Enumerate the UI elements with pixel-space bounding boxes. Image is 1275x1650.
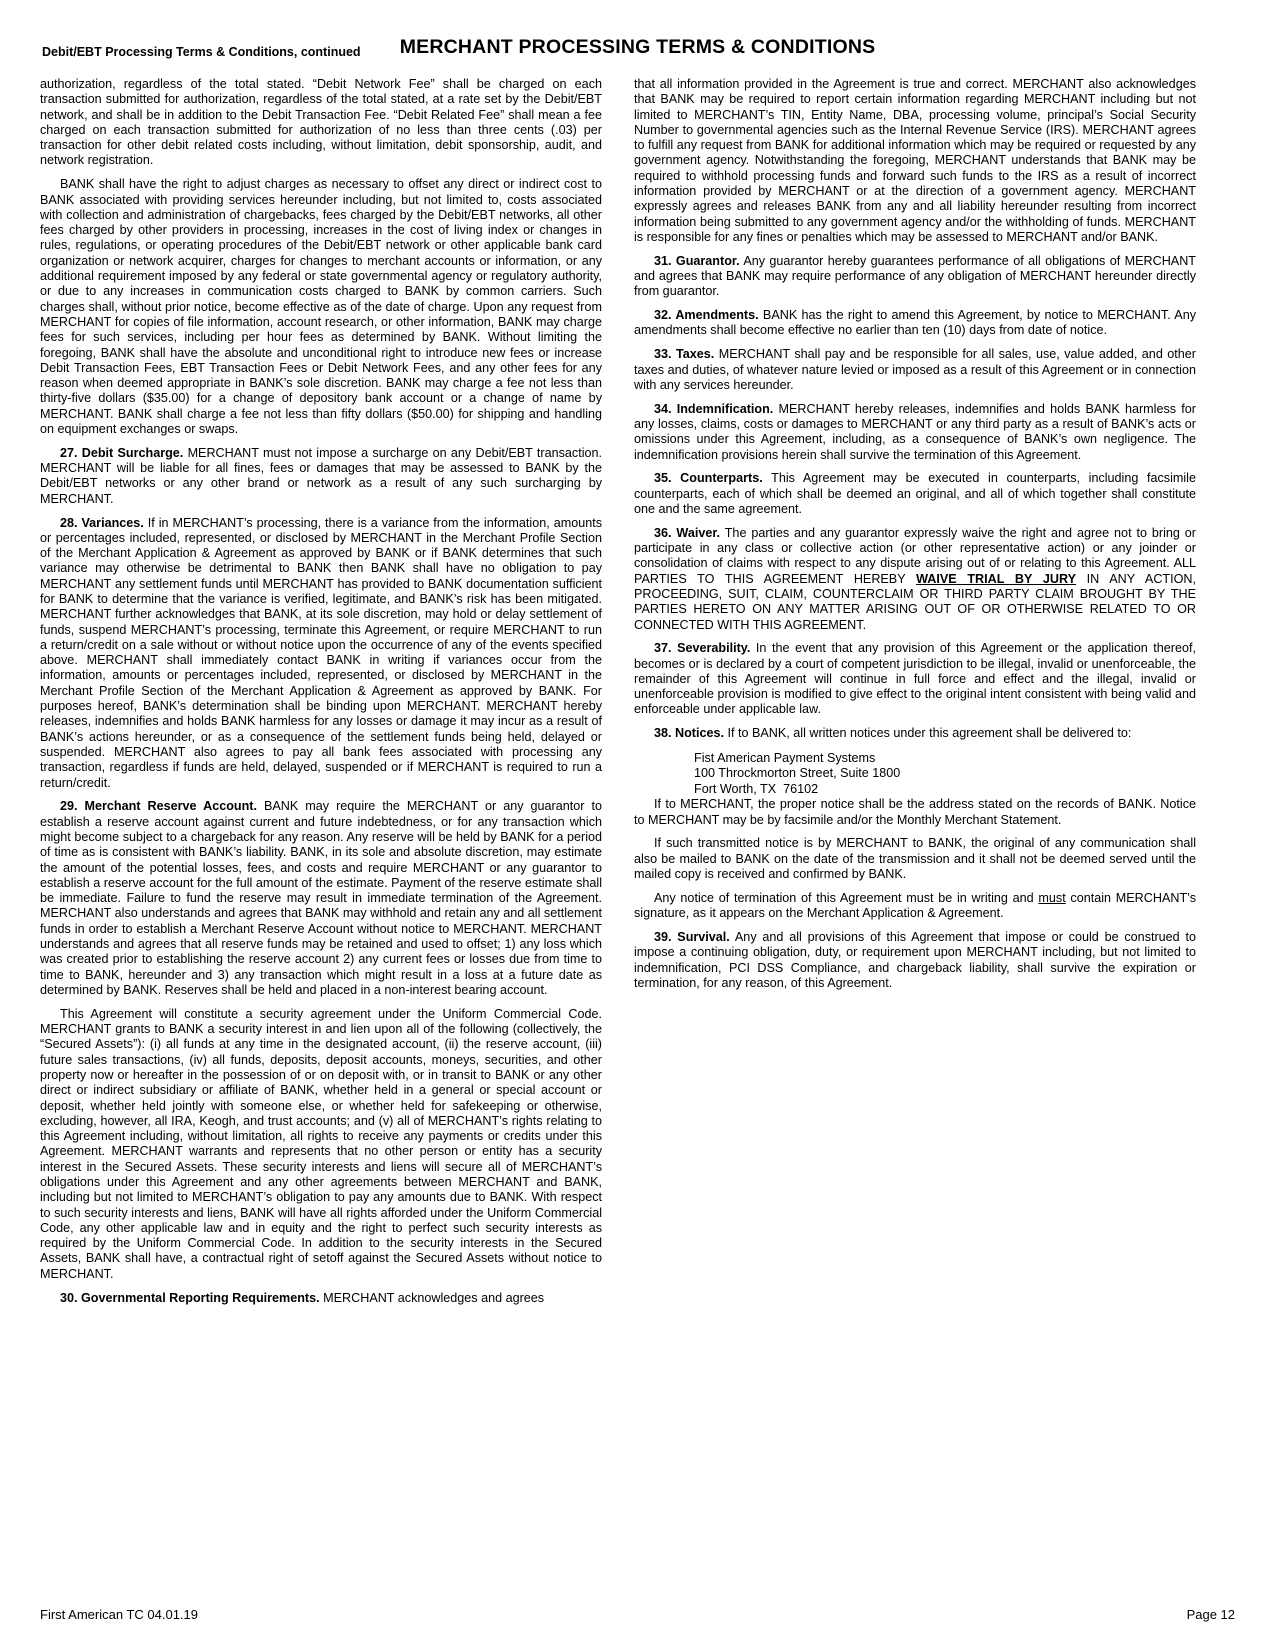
section-36-waiver xyxy=(634,526,1196,633)
section-29-text: BANK may require the MERCHANT or any guarantor to establish a reserve account against current and future indebtedness, or for any transaction which might become subject to a chargeback for any reason. Any reserve will be held by BANK for a period of time as is consistent with BANK’s liability. BANK, in its sole and absolute discretion, may estimate the amount of the potential losses, fees, and costs and require MERCHANT or any guarantor to establish a reserve account for the full amount of the estimate. Payment of the reserve estimate shall be immediate. Failure to fund the reserve may result in immediate termination of the Agreement. MERCHANT also understands and agrees that BANK may withhold and retain any and all settlement funds in order to establish a Merchant Reserve Account without notice to MERCHANT. MERCHANT understands and agrees that all reserve funds may be retained and used to offset; 1) any loss which was created prior to establishing the reserve account 2) any current fees or losses due from time to time to BANK, hereunder and 3) any transaction which might result in a loss at a future date as determined by BANK. Reserves shall be held and placed in a non-interest bearing account. xyxy=(40,799,602,997)
section-32-amendments xyxy=(634,308,1196,339)
section-30-label: 30. Governmental Reporting Requirements. xyxy=(60,1290,320,1305)
section-27-text: MERCHANT must not impose a surcharge on any Debit/EBT transaction. MERCHANT will be liable for all fines, fees or damages that may be assessed to BANK by the Debit/EBT networks or any other brand or network as a result of any such surcharging by MERCHANT. xyxy=(40,445,603,506)
section-37-text: In the event that any provision of this Agreement or the application thereof, becomes or is declared by a court of competent jurisdiction to be illegal, invalid or unenforceable, the remainder of this Agreement will continue in full force and effect and the illegal, invalid or unenforceable provision is modified to give effect to the original intent consistent with being valid and enforceable under applicable law. xyxy=(634,641,1196,717)
paragraph-merchant-notice-address: If to MERCHANT, the proper notice shall be the address stated on the records of BANK. Notice to MERCHANT may be by facsimile and/or the Monthly Merchant Statement. xyxy=(634,797,1196,827)
termination-notice-emphasis: must xyxy=(1038,890,1066,905)
page-subtitle: Debit/EBT Processing Terms & Conditions, continued xyxy=(42,45,361,59)
section-33-text: MERCHANT shall pay and be responsible for all sales, use, value added, and other taxes and duties, of whatever nature levied or imposed as a result of this Agreement or in connection with any services hereunder. xyxy=(634,347,1196,392)
section-27-debit-surcharge xyxy=(40,446,602,507)
footer-page-number: Page 12 xyxy=(1186,1607,1235,1622)
section-33-taxes xyxy=(634,347,1196,393)
paragraph-continued-authorization: authorization, regardless of the total stated. “Debit Network Fee” shall be charged on each transaction submitted for authorization, regardless of the total stated, at a rate set by the Debit/EBT network, and shall be in addition to the Debit Transaction Fee. “Debit Related Fee” shall mean a fee charged on each transaction submitted for authorization of no less than three cents (.03) per transaction for other debit related costs including, without limitation, debit sponsorship, audit, and network registration. xyxy=(40,77,602,168)
footer-document-id: First American TC 04.01.19 xyxy=(40,1607,198,1622)
section-35-label: 35. Counterparts. xyxy=(654,471,763,486)
section-34-text: MERCHANT hereby releases, indemnifies and holds BANK harmless for any losses, claims, costs or damages to MERCHANT or any third party as a result of BANK’s acts or omissions under this Agreement, including, as a consequence of BANK’s own negligence. The indemnification provisions herein shall survive the termination of this Agreement. xyxy=(634,401,1196,462)
paragraph-bank-adjust-charges: BANK shall have the right to adjust charges as necessary to offset any direct or indirect cost to BANK associated with providing services hereunder including, but not limited to, costs associated with collection and administration of chargebacks, fees charged by the Debit/EBT networks, all other fees charged by other providers in processing, increases in the cost of living index or changes in rules, regulations, or operating procedures of the Debit/EBT network or other applicable bank card organization or network acquirer, charges for changes to merchant accounts or information, or any additional requirement imposed by any federal or state governmental agency or regulatory authority, or due to any increases in communication costs charged to BANK by common carriers. Such charges shall, without prior notice, become effective as of the date of charge. Upon any request from MERCHANT for copies of file information, account research, or other information, BANK may charge fees for such services, including per hour fees as determined by BANK. Without limiting the foregoing, BANK shall have the absolute and unconditional right to introduce new fees or increase Debit Transaction Fees, EBT Transaction Fees or Debit Network Fees, and any other fees for any reason when deemed appropriate in BANK’s sole discretion. BANK may charge a fee not less than thirty-five dollars ($35.00) for a change of depository bank account or a change of name by MERCHANT. BANK shall charge a fee not less than fifty dollars ($50.00) for shipping and handling on equipment exchanges or swaps. xyxy=(40,177,602,437)
section-34-indemnification xyxy=(634,402,1196,463)
paragraph-termination-notice xyxy=(634,891,1196,922)
section-32-text: BANK has the right to amend this Agreement, by notice to MERCHANT. Any amendments shall become effective no earlier than ten (10) days from date of notice. xyxy=(634,308,1197,338)
termination-notice-text-b: contain MERCHANT’s signature, as it appears on the Merchant Application & Agreement. xyxy=(634,890,1197,921)
paragraph-transmitted-notice: If such transmitted notice is by MERCHANT to BANK, the original of any communication shall also be mailed to BANK on the date of the transmission and it shall not be deemed served until the mailed copy is received and confirmed by BANK. xyxy=(634,836,1196,882)
section-28-label: 28. Variances. xyxy=(60,515,144,530)
two-column-body xyxy=(40,77,1235,1306)
section-38-notices xyxy=(634,726,1196,741)
address-line-city-state-zip: Fort Worth, TX 76102 xyxy=(694,781,819,796)
section-29-label: 29. Merchant Reserve Account. xyxy=(60,799,257,814)
address-line-company: Fist American Payment Systems xyxy=(694,750,876,765)
section-28-variances xyxy=(40,516,602,791)
section-35-text: This Agreement may be executed in counterparts, including facsimile counterparts, each of which shall be deemed an original, and all of which together shall constitute one and the same agreement. xyxy=(634,471,1196,516)
section-34-label: 34. Indemnification. xyxy=(654,401,774,416)
bank-notice-address xyxy=(694,751,1196,798)
section-39-survival xyxy=(634,930,1196,991)
section-37-severability xyxy=(634,641,1196,717)
address-line-street: 100 Throckmorton Street, Suite 1800 xyxy=(694,766,901,781)
termination-notice-text-a: Any notice of termination of this Agreement must be in writing and xyxy=(654,890,1039,905)
section-30-text: MERCHANT acknowledges and agrees xyxy=(319,1290,545,1305)
section-33-label: 33. Taxes. xyxy=(654,347,715,362)
section-27-label: 27. Debit Surcharge. xyxy=(60,445,184,460)
section-39-label: 39. Survival. xyxy=(654,929,730,944)
section-35-counterparts xyxy=(634,471,1196,517)
section-32-label: 32. Amendments. xyxy=(654,308,759,323)
section-31-label: 31. Guarantor. xyxy=(654,253,740,268)
section-39-text: Any and all provisions of this Agreement that impose or could be construed to impose a continuing obligation, duty, or requirement upon MERCHANT including, but not limited to indemnification, PCI DSS Compliance, and chargeback liability, shall survive the expiration or termination, for any reason, of this Agreement. xyxy=(634,929,1196,990)
section-38-label: 38. Notices. xyxy=(654,726,724,741)
section-36-jury-waiver-emphasis: WAIVE TRIAL BY JURY xyxy=(916,571,1076,586)
section-37-label: 37. Severability. xyxy=(654,641,751,656)
section-36-label: 36. Waiver. xyxy=(654,525,721,540)
left-column xyxy=(40,77,602,1306)
section-29-merchant-reserve-account xyxy=(40,799,602,998)
right-column xyxy=(634,77,1196,1306)
paragraph-security-agreement: This Agreement will constitute a security agreement under the Uniform Commercial Code. MERCHANT grants to BANK a security interest in and lien upon all of the following (collectively, the “Secured Assets”): (i) all funds at any time in the designated account, (ii) the reserve account, (iii) future sales transactions, (iv) all funds, deposits, deposit accounts, moneys, securities, and other property now or hereafter in the possession of or on deposit with, or in transit to BANK or any other direct or indirect subsidiary or affiliate of BANK, whether held in a general or special account or deposit, whether held jointly with someone else, or whether held for safekeeping or otherwise, excluding, however, all IRA, Keogh, and trust accounts; and (v) all of MERCHANT’s rights relating to this Agreement including, without limitation, all rights to receive any payments or credits under this Agreement. MERCHANT warrants and represents that no other person or entity has a security interest in the Secured Assets. These security interests and liens will secure all of MERCHANT’s obligations under this Agreement and any other agreements between MERCHANT and BANK, including but not limited to MERCHANT’s obligation to pay any amounts due to BANK. With respect to such security interests and liens, BANK will have all rights afforded under the Uniform Commercial Code, any other applicable law and in equity and the right to perfect such security interests as required by the Uniform Commercial Code. In addition to the security interests in the Secured Assets, BANK shall have, a contractual right of setoff against the Secured Assets without notice to MERCHANT. xyxy=(40,1006,602,1281)
section-30-governmental-reporting xyxy=(40,1291,602,1306)
paragraph-information-true-correct: that all information provided in the Agreement is true and correct. MERCHANT also acknowledges that BANK may be required to report certain information regarding MERCHANT including but not limited to MERCHANT’s TIN, Entity Name, DBA, processing volume, principal’s Social Security Number to governmental agencies such as the Internal Revenue Service (IRS). MERCHANT agrees to fulfill any request from BANK for additional information which may be required or requested by any government agency. Notwithstanding the foregoing, MERCHANT understands that BANK may be required to withhold processing funds and forward such funds to the IRS as a result of incorrect information provided by MERCHANT or at the direction of a government agency. MERCHANT expressly agrees and releases BANK from any and all liability hereunder resulting from incorrect information being submitted to any government agency and/or the withholding of funds. MERCHANT is responsible for any fines or penalties which may be assessed to MERCHANT and/or BANK. xyxy=(634,77,1196,244)
page-footer xyxy=(40,1607,1235,1622)
section-28-text: If in MERCHANT’s processing, there is a variance from the information, amounts or percentages included, represented, or disclosed by MERCHANT in the Merchant Profile Section of the Merchant Application & Agreement as approved by BANK or if BANK determines that such variance may otherwise be detrimental to BANK then BANK shall have no obligation to pay MERCHANT any settlement funds until MERCHANT has provided to BANK documentation sufficient for BANK to determine that the variance is verified, legitimate, and BANK’s risk has been mitigated. MERCHANT further acknowledges that BANK, at its sole discretion, may hold or delay settlement of funds, suspend MERCHANT’s processing, terminate this Agreement, or require MERCHANT to run a return/credit on a sale without or without notice upon the occurrence of any of the events specified above. MERCHANT shall immediately contact BANK in writing if variances occur from the information, amounts or percentages included, represented, or disclosed by MERCHANT in the Merchant Profile Section of the Merchant Application & Agreement as approved by BANK. For purposes hereof, BANK’s determination shall be binding upon MERCHANT. MERCHANT hereby releases, indemnifies and holds BANK harmless for any losses or damage it may incur as a result of BANK’s actions hereunder, or as a consequence of the settlement funds being held, delayed or suspended. MERCHANT also agrees to pay all bank fees associated with processing any transaction, regardless if funds are held, delayed, suspended or if MERCHANT is required to run a return/credit. xyxy=(40,515,602,790)
section-36-text-b: IN ANY ACTION, PROCEEDING, SUIT, CLAIM, COUNTERCLAIM OR THIRD PARTY CLAIM BROUGHT BY THE PARTIES HERETO ON ANY MATTER ARISING OUT OF OR OTHERWISE RELATED TO OR CONNECTED WITH THIS AGREEMENT. xyxy=(634,571,1196,632)
page-title: MERCHANT PROCESSING TERMS & CONDITIONS xyxy=(399,36,876,58)
section-36-text-a: The parties and any guarantor expressly waive the right and agree not to bring or participate in any class or collective action (or other representative action) or any joinder or consolidation of claims with respect to any dispute arising out of or relating to this Agreement. ALL PARTIES TO THIS AGREEMENT HEREBY xyxy=(634,525,1196,586)
section-31-text: Any guarantor hereby guarantees performance of all obligations of MERCHANT and agrees that BANK may require performance of any obligation of MERCHANT hereunder directly from guarantor. xyxy=(634,253,1196,299)
section-31-guarantor xyxy=(634,254,1196,300)
section-38-text: If to BANK, all written notices under this agreement shall be delivered to: xyxy=(724,726,1132,741)
